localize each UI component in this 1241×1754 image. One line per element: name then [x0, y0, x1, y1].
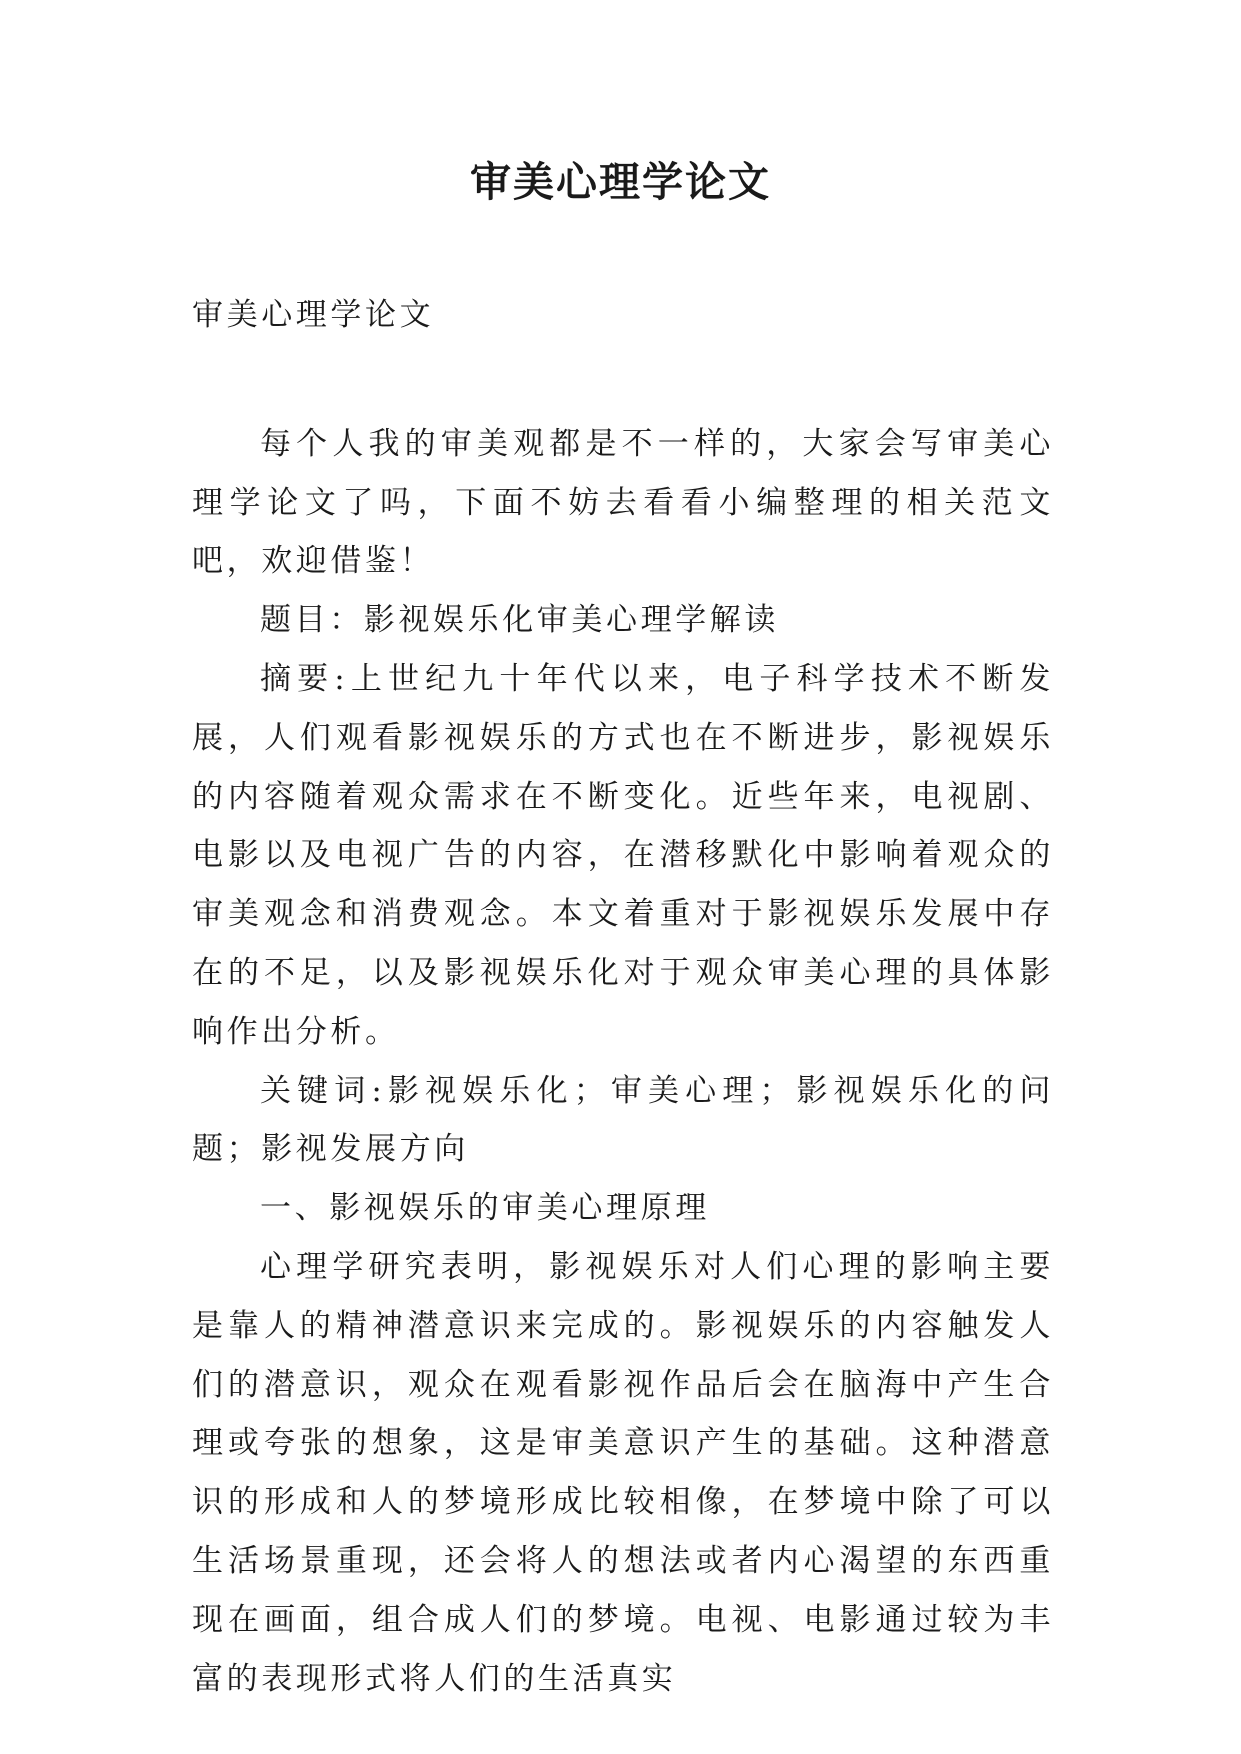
document-title: 审美心理学论文: [470, 158, 771, 206]
topic-line: 题目：影视娱乐化审美心理学解读: [260, 602, 779, 639]
document-body: [192, 286, 1054, 1708]
abstract-paragraph: 摘要:上世纪九十年代以来，电子科学技术不断发展，人们观看影视娱乐的方式也在不断进步，影视娱乐的内容随着观众需求在不断变化。近些年来，电视剧、电影以及电视广告的内容，在潜移默化中影响着观众的审美观念和消费观念。本文着重对于影视娱乐发展中存在的不足，以及影视娱乐化对于观众审美心理的具体影响作出分析。: [192, 660, 1054, 1050]
document-subtitle: 审美心理学论文: [192, 297, 435, 333]
keywords-paragraph: 关键词:影视娱乐化；审美心理；影视娱乐化的问题；影视发展方向: [192, 1072, 1054, 1168]
intro-paragraph: 每个人我的审美观都是不一样的，大家会写审美心理学论文了吗，下面不妨去看看小编整理的相关范文吧，欢迎借鉴！: [192, 425, 1054, 580]
body-paragraph: 心理学研究表明，影视娱乐对人们心理的影响主要是靠人的精神潜意识来完成的。影视娱乐的内容触发人们的潜意识，观众在观看影视作品后会在脑海中产生合理或夸张的想象，这是审美意识产生的基础。这种潜意识的形成和人的梦境形成比较相像，在梦境中除了可以生活场景重现，还会将人的想法或者内心渴望的东西重现在画面，组合成人们的梦境。电视、电影通过较为丰富的表现形式将人们的生活真实: [192, 1248, 1054, 1697]
section-heading: 一、影视娱乐的审美心理原理: [260, 1190, 710, 1227]
